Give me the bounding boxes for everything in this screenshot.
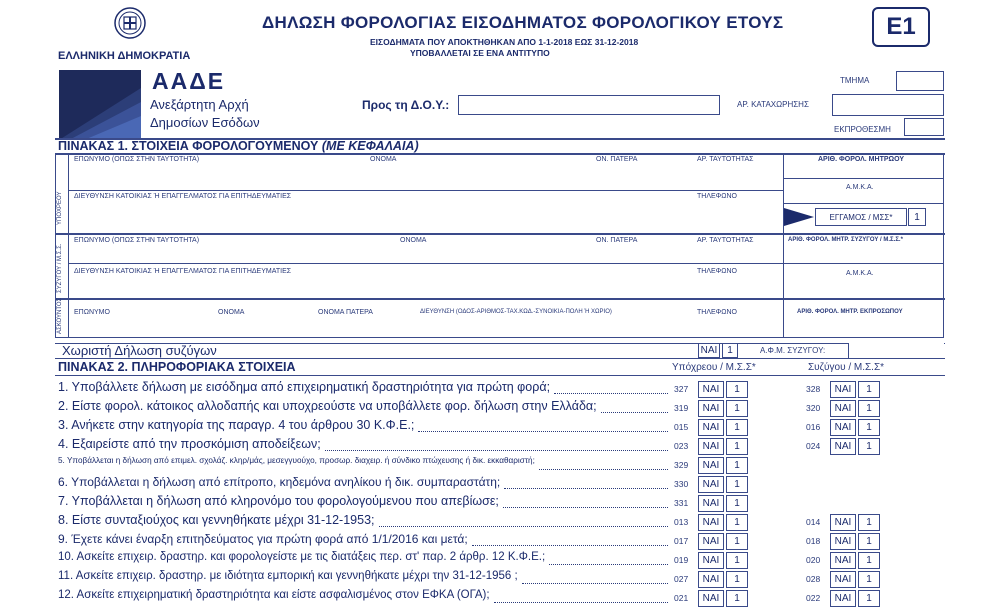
taxpayer-father-label: ΟΝ. ΠΑΤΕΡΑ — [596, 156, 638, 163]
question-label: 10. Ασκείτε επιχειρ. δραστηρ. και φορολογείστε με τις διατάξεις περ. στ' παρ. 2 άρθρ. 12 Κ.Φ.Ε.; — [58, 551, 546, 563]
code-taxpayer: 319 — [674, 403, 689, 413]
nai-taxpayer-checkbox[interactable]: ΝΑΙ — [698, 571, 724, 588]
spouse-afm-label: ΑΡΙΘ. ΦΟΡΟΛ. ΜΗΤΡ. ΣΥΖΥΓΟΥ / Μ.Σ.Σ.* — [788, 237, 903, 243]
tmima-field[interactable] — [896, 71, 944, 91]
nai-spouse-checkbox[interactable]: ΝΑΙ — [830, 381, 856, 398]
taxpayer-surname-label: ΕΠΩΝΥΜΟ (ΟΠΩΣ ΣΤΗΝ ΤΑΥΤΟΤΗΤΑ) — [74, 156, 200, 163]
code-spouse: 024 — [806, 441, 821, 451]
nai-taxpayer-checkbox[interactable]: ΝΑΙ — [698, 533, 724, 550]
agent-phone-label: ΤΗΛΕΦΩΝΟ — [697, 309, 737, 316]
code-taxpayer: 329 — [674, 460, 689, 470]
one-spouse-checkbox[interactable]: 1 — [858, 381, 880, 398]
nai-spouse-checkbox[interactable]: ΝΑΙ — [830, 438, 856, 455]
taxpayer-address-label: ΔΙΕΥΘΥΝΣΗ ΚΑΤΟΙΚΙΑΣ Ή ΕΠΑΓΓΕΛΜΑΤΟΣ ΓΙΑ ΕΠΙΤΗΔΕΥΜΑΤΙΕΣ — [74, 193, 292, 200]
spouse-phone-label: ΤΗΛΕΦΩΝΟ — [697, 268, 737, 275]
leader-dots — [549, 564, 668, 565]
taxpayer-amka-label: Α.Μ.Κ.Α. — [846, 184, 874, 191]
code-spouse: 016 — [806, 422, 821, 432]
code-spouse: 022 — [806, 593, 821, 603]
agency-line1: Ανεξάρτητη Αρχή — [150, 97, 249, 112]
code-taxpayer: 021 — [674, 593, 689, 603]
one-spouse-checkbox[interactable]: 1 — [858, 514, 880, 531]
spouse-name-label: ΟΝΟΜΑ — [400, 237, 427, 244]
taxpayer-afm-label: ΑΡΙΘ. ΦΟΡΟΛ. ΜΗΤΡΩΟΥ — [818, 156, 905, 163]
side-label-taxpayer: ΥΠΟΧΡΕΟΥ — [57, 191, 63, 225]
one-spouse-checkbox[interactable]: 1 — [858, 552, 880, 569]
agent-afm-label: ΑΡΙΘ. ΦΟΡΟΛ. ΜΗΤΡ. ΕΚΠΡΟΣΩΠΟΥ — [797, 309, 903, 315]
table2-title: ΠΙΝΑΚΑΣ 2. ΠΛΗΡΟΦΟΡΙΑΚΑ ΣΤΟΙΧΕΙΑ — [58, 360, 296, 374]
one-taxpayer-checkbox[interactable]: 1 — [726, 590, 748, 607]
nai-taxpayer-checkbox[interactable]: ΝΑΙ — [698, 552, 724, 569]
code-taxpayer: 330 — [674, 479, 689, 489]
leader-dots — [601, 412, 668, 413]
nai-spouse-checkbox[interactable]: ΝΑΙ — [830, 533, 856, 550]
separate-one-box[interactable]: 1 — [722, 343, 738, 358]
spouse-afm-field[interactable] — [848, 343, 944, 358]
agent-father-label: ΟΝΟΜΑ ΠΑΤΕΡΑ — [318, 309, 373, 316]
one-spouse-checkbox[interactable]: 1 — [858, 419, 880, 436]
question-label: 9. Έχετε κάνει έναρξη επιτηδεύματος για πρώτη φορά από 1/1/2016 και μετά; — [58, 532, 468, 546]
agent-surname-label: ΕΠΩΝΥΜΟ — [74, 309, 110, 316]
form-title: ΔΗΛΩΣΗ ΦΟΡΟΛΟΓΙΑΣ ΕΙΣΟΔΗΜΑΤΟΣ ΦΟΡΟΛΟΓΙΚΟΥ ΕΤΟΥΣ — [262, 13, 784, 32]
taxpayer-surname-field[interactable] — [72, 166, 362, 188]
ekprothesmi-label: ΕΚΠΡΟΘΕΣΜΗ — [834, 125, 891, 134]
agency-abbr: ΑΑΔΕ — [152, 68, 226, 94]
spouse-address-label: ΔΙΕΥΘΥΝΣΗ ΚΑΤΟΙΚΙΑΣ Ή ΕΠΑΓΓΕΛΜΑΤΟΣ ΓΙΑ ΕΠΙΤΗΔΕΥΜΑΤΙΕΣ — [74, 268, 292, 275]
country-name: ΕΛΛΗΝΙΚΗ ΔΗΜΟΚΡΑΤΙΑ — [58, 50, 191, 62]
form-subtitle-2: ΥΠΟΒΑΛΛΕΤΑΙ ΣΕ ΕΝΑ ΑΝΤΙΤΥΠΟ — [410, 48, 550, 58]
ar-kataxorisis-field[interactable] — [832, 94, 944, 116]
nai-taxpayer-checkbox[interactable]: ΝΑΙ — [698, 514, 724, 531]
to-doy-label: Προς τη Δ.Ο.Υ.: — [362, 98, 450, 112]
spouse-father-label: ΟΝ. ΠΑΤΕΡΑ — [596, 237, 638, 244]
nai-taxpayer-checkbox[interactable]: ΝΑΙ — [698, 400, 724, 417]
code-taxpayer: 331 — [674, 498, 689, 508]
leader-dots — [539, 469, 668, 470]
aade-logo — [59, 70, 141, 140]
code-spouse: 014 — [806, 517, 821, 527]
one-taxpayer-checkbox[interactable]: 1 — [726, 381, 748, 398]
form-subtitle-1: ΕΙΣΟΔΗΜΑΤΑ ΠΟΥ ΑΠΟΚΤΗΘΗΚΑΝ ΑΠΟ 1-1-2018 ΕΩΣ 31-12-2018 — [370, 37, 639, 47]
tmima-label: ΤΜΗΜΑ — [840, 76, 870, 85]
one-taxpayer-checkbox[interactable]: 1 — [726, 514, 748, 531]
code-spouse: 018 — [806, 536, 821, 546]
code-taxpayer: 327 — [674, 384, 689, 394]
taxpayer-phone-label: ΤΗΛΕΦΩΝΟ — [697, 193, 737, 200]
one-spouse-checkbox[interactable]: 1 — [858, 400, 880, 417]
nai-taxpayer-checkbox[interactable]: ΝΑΙ — [698, 438, 724, 455]
leader-dots — [503, 507, 668, 508]
code-taxpayer: 015 — [674, 422, 689, 432]
nai-taxpayer-checkbox[interactable]: ΝΑΙ — [698, 419, 724, 436]
nai-spouse-checkbox[interactable]: ΝΑΙ — [830, 590, 856, 607]
nai-spouse-checkbox[interactable]: ΝΑΙ — [830, 419, 856, 436]
question-label: 12. Ασκείτε επιχειρηματική δραστηριότητα και είστε ασφαλισμένος στον ΕΦΚΑ (ΟΓΑ); — [58, 589, 490, 601]
ar-kataxorisis-label: ΑΡ. ΚΑΤΑΧΩΡΗΣΗΣ — [737, 100, 809, 109]
arrow-icon — [784, 208, 814, 226]
nai-taxpayer-checkbox[interactable]: ΝΑΙ — [698, 495, 724, 512]
one-taxpayer-checkbox[interactable]: 1 — [726, 533, 748, 550]
question-label: 1. Υποβάλλετε δήλωση με εισόδημα από επιχειρηματική δραστηριότητα για πρώτη φορά; — [58, 380, 551, 394]
one-taxpayer-checkbox[interactable]: 1 — [726, 571, 748, 588]
nai-taxpayer-checkbox[interactable]: ΝΑΙ — [698, 457, 724, 474]
nai-spouse-checkbox[interactable]: ΝΑΙ — [830, 514, 856, 531]
table1-title: ΠΙΝΑΚΑΣ 1. ΣΤΟΙΧΕΙΑ ΦΟΡΟΛΟΓΟΥΜΕΝΟΥ (ΜΕ ΚΕΦΑΛΑΙΑ) — [58, 139, 419, 153]
code-spouse: 028 — [806, 574, 821, 584]
question-label: 4. Εξαιρείστε από την προσκόμιση αποδείξεων; — [58, 437, 321, 451]
code-taxpayer: 019 — [674, 555, 689, 565]
nai-taxpayer-checkbox[interactable]: ΝΑΙ — [698, 476, 724, 493]
married-value-box[interactable]: 1 — [908, 208, 926, 226]
code-taxpayer: 017 — [674, 536, 689, 546]
side-label-spouse: ΣΥΖΥΓΟΥ / Μ.Σ.Σ. — [57, 243, 63, 293]
one-taxpayer-checkbox[interactable]: 1 — [726, 419, 748, 436]
separate-nai-box[interactable]: ΝΑΙ — [698, 343, 720, 358]
taxpayer-id-label: ΑΡ. ΤΑΥΤΟΤΗΤΑΣ — [697, 156, 754, 163]
agent-address-label: ΔΙΕΥΘΥΝΣΗ (ΟΔΟΣ-ΑΡΙΘΜΟΣ-ΤΑΧ.ΚΩΔ.-ΣΥΝΟΙΚΙΑ-ΠΟΛΗ Ή ΧΩΡΙΟ) — [420, 309, 612, 315]
spouse-amka-label: Α.Μ.Κ.Α. — [846, 270, 874, 277]
agency-line2: Δημοσίων Εσόδων — [150, 115, 260, 130]
leader-dots — [494, 602, 668, 603]
col-header-taxpayer: Υπόχρεου / Μ.Σ.Σ* — [672, 362, 756, 373]
one-taxpayer-checkbox[interactable]: 1 — [726, 495, 748, 512]
code-taxpayer: 023 — [674, 441, 689, 451]
agent-name-label: ΟΝΟΜΑ — [218, 309, 245, 316]
one-taxpayer-checkbox[interactable]: 1 — [726, 438, 748, 455]
code-spouse: 328 — [806, 384, 821, 394]
ekprothesmi-field[interactable] — [904, 118, 944, 136]
nai-spouse-checkbox[interactable]: ΝΑΙ — [830, 400, 856, 417]
side-label-agent: ΑΣΚΟΥΝΤΟΣ — [57, 297, 63, 334]
one-taxpayer-checkbox[interactable]: 1 — [726, 400, 748, 417]
code-spouse: 020 — [806, 555, 821, 565]
question-label: 11. Ασκείτε επιχειρ. δραστηρ. με ιδιότητα εμπορική και γεννηθήκατε μέχρι την 31-12-1956 ; — [58, 570, 518, 582]
spouse-id-label: ΑΡ. ΤΑΥΤΟΤΗΤΑΣ — [697, 237, 754, 244]
nai-taxpayer-checkbox[interactable]: ΝΑΙ — [698, 590, 724, 607]
married-box[interactable]: ΕΓΓΑΜΟΣ / ΜΣΣ* — [815, 208, 907, 226]
nai-spouse-checkbox[interactable]: ΝΑΙ — [830, 571, 856, 588]
emblem-icon — [113, 6, 147, 40]
one-taxpayer-checkbox[interactable]: 1 — [726, 552, 748, 569]
one-spouse-checkbox[interactable]: 1 — [858, 533, 880, 550]
leader-dots — [554, 393, 668, 394]
question-label: 6. Υποβάλλεται η δήλωση από επίτροπο, κηδεμόνα ανηλίκου ή δικ. συμπαραστάτη; — [58, 475, 501, 489]
separate-declaration-label: Χωριστή Δήλωση συζύγων — [62, 343, 217, 358]
leader-dots — [504, 488, 668, 489]
spouse-surname-label: ΕΠΩΝΥΜΟ (ΟΠΩΣ ΣΤΗΝ ΤΑΥΤΟΤΗΤΑ) — [74, 237, 200, 244]
code-spouse: 320 — [806, 403, 821, 413]
taxpayer-name-label: ΟΝΟΜΑ — [370, 156, 397, 163]
leader-dots — [379, 526, 668, 527]
question-label: 8. Είστε συνταξιούχος και γεννηθήκατε μέχρι 31-12-1953; — [58, 513, 375, 527]
nai-spouse-checkbox[interactable]: ΝΑΙ — [830, 552, 856, 569]
code-taxpayer: 013 — [674, 517, 689, 527]
nai-taxpayer-checkbox[interactable]: ΝΑΙ — [698, 381, 724, 398]
code-taxpayer: 027 — [674, 574, 689, 584]
question-label: 3. Ανήκετε στην κατηγορία της παραγρ. 4 του άρθρου 30 Κ.Φ.Ε.; — [58, 418, 415, 432]
leader-dots — [522, 583, 668, 584]
one-spouse-checkbox[interactable]: 1 — [858, 438, 880, 455]
question-label: 7. Υποβάλλεται η δήλωση από κληρονόμο του φορολογούμενου που απεβίωσε; — [58, 494, 499, 508]
leader-dots — [325, 450, 668, 451]
leader-dots — [472, 545, 668, 546]
spouse-afm-label-inline: Α.Φ.Μ. ΣΥΖΥΓΟΥ: — [760, 346, 826, 355]
one-spouse-checkbox[interactable]: 1 — [858, 571, 880, 588]
one-taxpayer-checkbox[interactable]: 1 — [726, 457, 748, 474]
col-header-spouse: Συζύγου / Μ.Σ.Σ* — [808, 362, 885, 373]
leader-dots — [418, 431, 668, 432]
question-label: 5. Υποβάλλεται η δήλωση από επιμελ. σχολάζ. κληρ/μάς, μεσεγγυούχο, προσωρ. διαχειρ. ή σύνδικο πτώχευσης ή δικ. εκκαθαριστή; — [58, 456, 535, 465]
one-spouse-checkbox[interactable]: 1 — [858, 590, 880, 607]
form-code-badge: Ε1 — [872, 7, 930, 47]
question-label: 2. Είστε φορολ. κάτοικος αλλοδαπής και υποχρεούστε να υποβάλλετε φορ. δήλωση στην Ελλάδα; — [58, 399, 597, 413]
one-taxpayer-checkbox[interactable]: 1 — [726, 476, 748, 493]
doy-field[interactable] — [458, 95, 720, 115]
